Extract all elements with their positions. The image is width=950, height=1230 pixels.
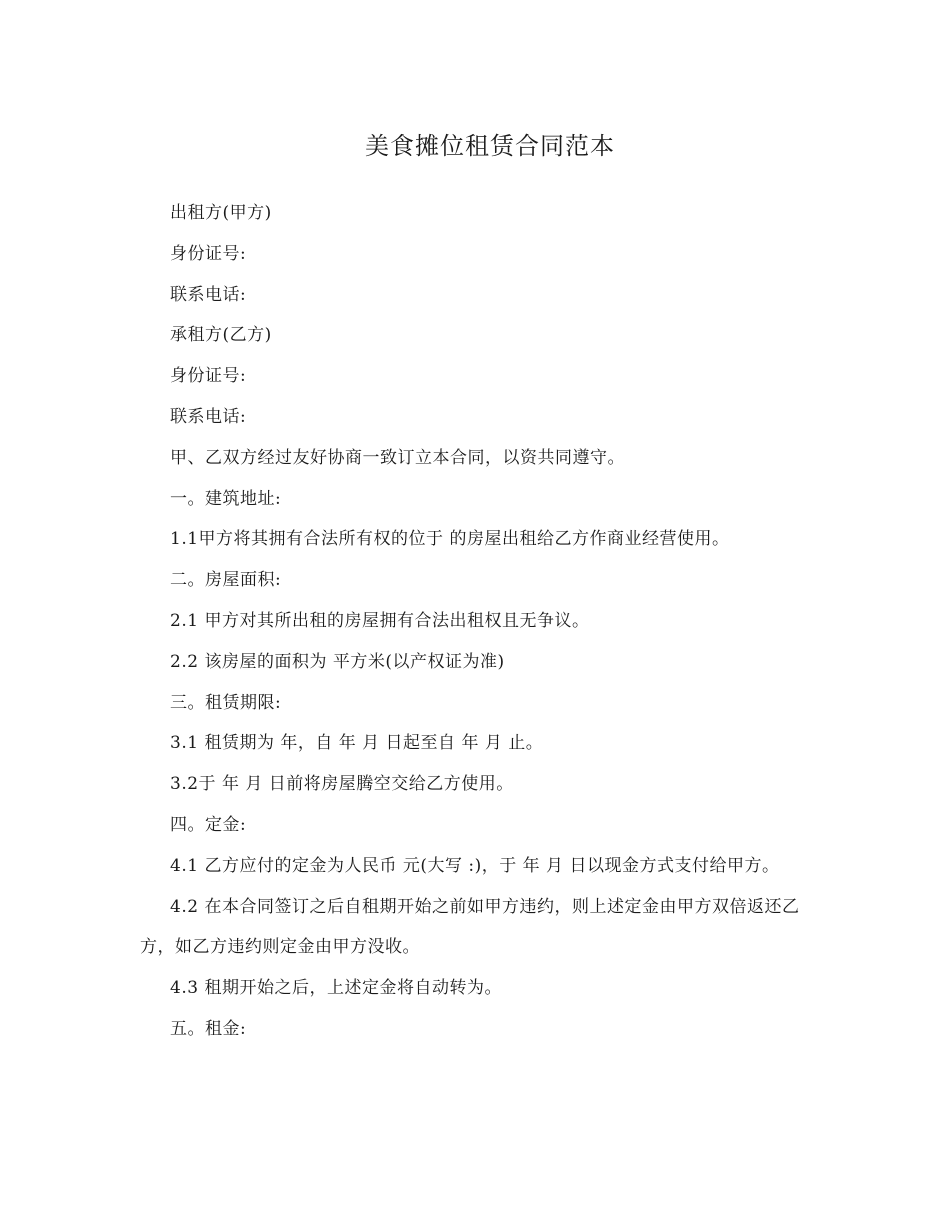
clause-2-2: 2.2 该房屋的面积为 平方米(以产权证为准) <box>170 651 505 672</box>
party-b-label: 承租方(乙方) <box>170 325 272 346</box>
clause-3-2: 3.2于 年 月 日前将房屋腾空交给乙方使用。 <box>170 774 514 795</box>
document-title: 美食摊位租赁合同范本 <box>365 132 615 160</box>
clause-3-1: 3.1 租赁期为 年，自 年 月 日起至自 年 月 止。 <box>170 733 544 754</box>
party-a-phone: 联系电话: <box>170 284 247 305</box>
section-5-heading: 五。租金: <box>170 1018 247 1039</box>
clause-4-2: 4.2 在本合同签订之后自租期开始之前如甲方违约，则上述定金由甲方双倍返还乙方，如乙方违约则定金由甲方没收。 <box>140 896 800 958</box>
party-a-label: 出租方(甲方) <box>170 203 272 223</box>
section-2-heading: 二。房屋面积: <box>170 570 282 591</box>
clause-4-1: 4.1 乙方应付的定金为人民币 元(大写 :)，于 年 月 日以现金方式支付给甲方。 <box>170 855 780 876</box>
section-3-heading: 三。租赁期限: <box>170 692 282 713</box>
agreement-intro: 甲、乙双方经过友好协商一致订立本合同，以资共同遵守。 <box>170 447 625 468</box>
clause-1-1: 1.1甲方将其拥有合法所有权的位于 的房屋出租给乙方作商业经营使用。 <box>170 529 730 550</box>
section-4-heading: 四。定金: <box>170 814 247 835</box>
party-b-id-number: 身份证号: <box>170 366 247 387</box>
clause-2-1: 2.1 甲方对其所出租的房屋拥有合法出租权且无争议。 <box>170 610 590 631</box>
clause-4-3: 4.3 租期开始之后，上述定金将自动转为。 <box>170 978 502 999</box>
section-1-heading: 一。建筑地址: <box>170 488 282 509</box>
party-a-id-number: 身份证号: <box>170 243 247 264</box>
document-body <box>140 193 812 1050</box>
party-b-phone: 联系电话: <box>170 406 247 427</box>
